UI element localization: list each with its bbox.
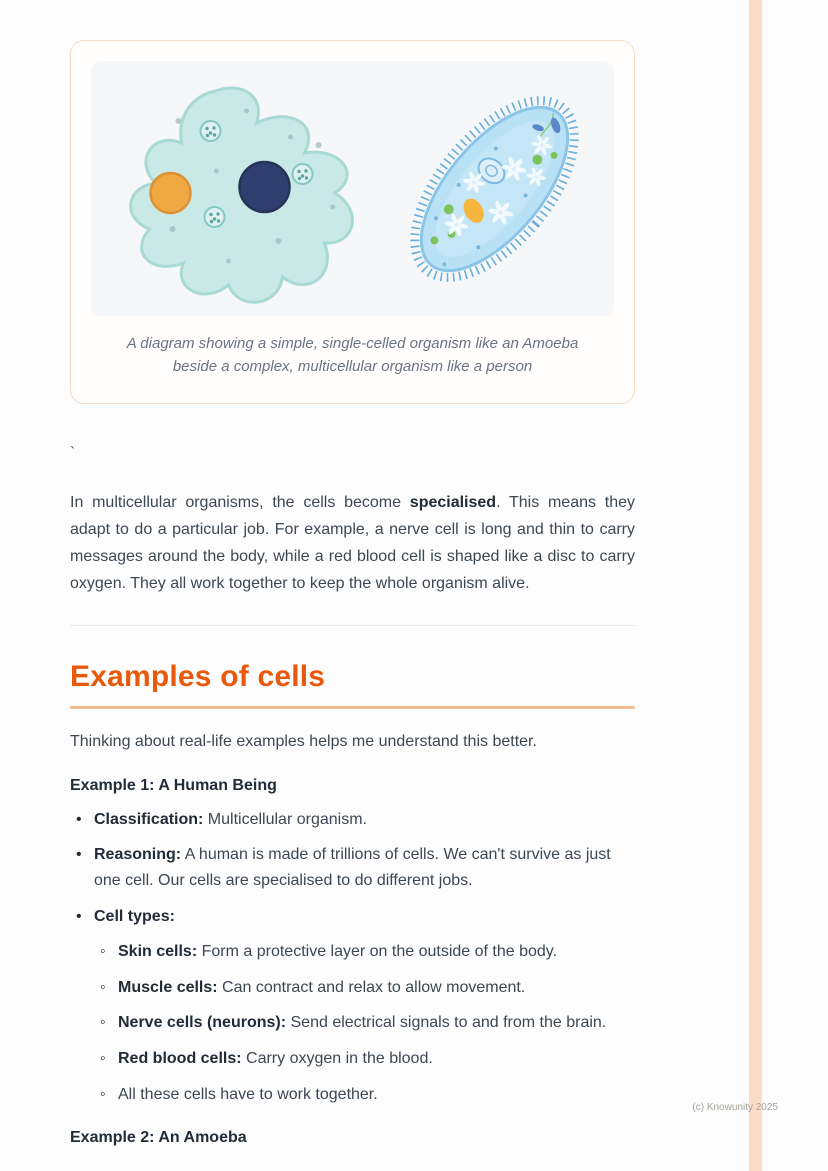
amoeba-vacuole xyxy=(151,173,191,213)
cell-types-sublist xyxy=(94,939,635,1107)
page-edge-stripe xyxy=(749,0,762,1171)
bullet-label: Nerve cells (neurons): xyxy=(118,1014,287,1032)
bullet-text: Carry oxygen in the blood. xyxy=(241,1050,433,1067)
bullet-text: Multicellular organism. xyxy=(203,810,367,828)
copyright: (c) Knowunity 2025 xyxy=(692,1102,778,1113)
bullet-label: Muscle cells: xyxy=(118,978,218,996)
paragraph-bold-term: specialised xyxy=(409,493,497,511)
list-item xyxy=(94,939,635,965)
bullet-label: Cell types: xyxy=(94,907,175,925)
bullet-label: Skin cells: xyxy=(118,943,198,961)
paragraph-text: . This means they adapt to do a particular job. For example, a nerve cell is long and thin to carry messages around the body, while a red blood cell is shaped like a disc to carry oxygen. They all work together to keep the whole organism alive. xyxy=(70,493,636,593)
bullet-text: Form a protective layer on the outside of the body. xyxy=(197,943,558,961)
figure-card xyxy=(70,40,635,404)
section-intro: Thinking about real-life examples helps me understand this better. xyxy=(70,733,537,751)
stray-backtick: ` xyxy=(70,443,75,461)
example1-title: Example 1: A Human Being xyxy=(70,776,277,794)
section-divider xyxy=(70,625,635,626)
amoeba-nucleus xyxy=(240,162,290,212)
bullet-label: Reasoning: xyxy=(94,846,182,864)
heading-underline xyxy=(70,706,635,709)
list-item xyxy=(94,1046,635,1072)
paramecium-illustration xyxy=(385,73,604,305)
cells-illustration xyxy=(91,61,614,316)
amoeba-paramecium-svg xyxy=(91,61,614,316)
bullet-text: All these cells have to work together. xyxy=(118,1085,378,1103)
section-heading: Examples of cells xyxy=(70,660,326,694)
bullet-label: Classification: xyxy=(94,810,204,828)
example1-list xyxy=(70,807,635,1107)
document-content xyxy=(70,40,635,1147)
list-item xyxy=(70,842,635,893)
list-item xyxy=(94,975,635,1001)
list-item xyxy=(94,1010,635,1036)
bullet-text: A human is made of trillions of cells. We can't survive as just one cell. Our cells are specialised to do different jobs. xyxy=(94,846,611,890)
example2-title: Example 2: An Amoeba xyxy=(70,1129,247,1147)
bullet-label: Red blood cells: xyxy=(118,1050,242,1067)
list-item xyxy=(70,807,635,833)
paragraph-text: In multicellular organisms, the cells become xyxy=(70,493,410,511)
bullet-text: Send electrical signals to and from the brain. xyxy=(286,1014,607,1032)
bullet-text: Can contract and relax to allow movement. xyxy=(217,978,526,996)
list-item xyxy=(70,904,635,1108)
figure-caption: A diagram showing a simple, single-celled organism like an Amoeba beside a complex, multicellular organism like a person xyxy=(126,335,579,376)
intro-paragraph xyxy=(70,489,635,598)
amoeba-illustration xyxy=(131,88,353,302)
list-item xyxy=(94,1082,635,1108)
